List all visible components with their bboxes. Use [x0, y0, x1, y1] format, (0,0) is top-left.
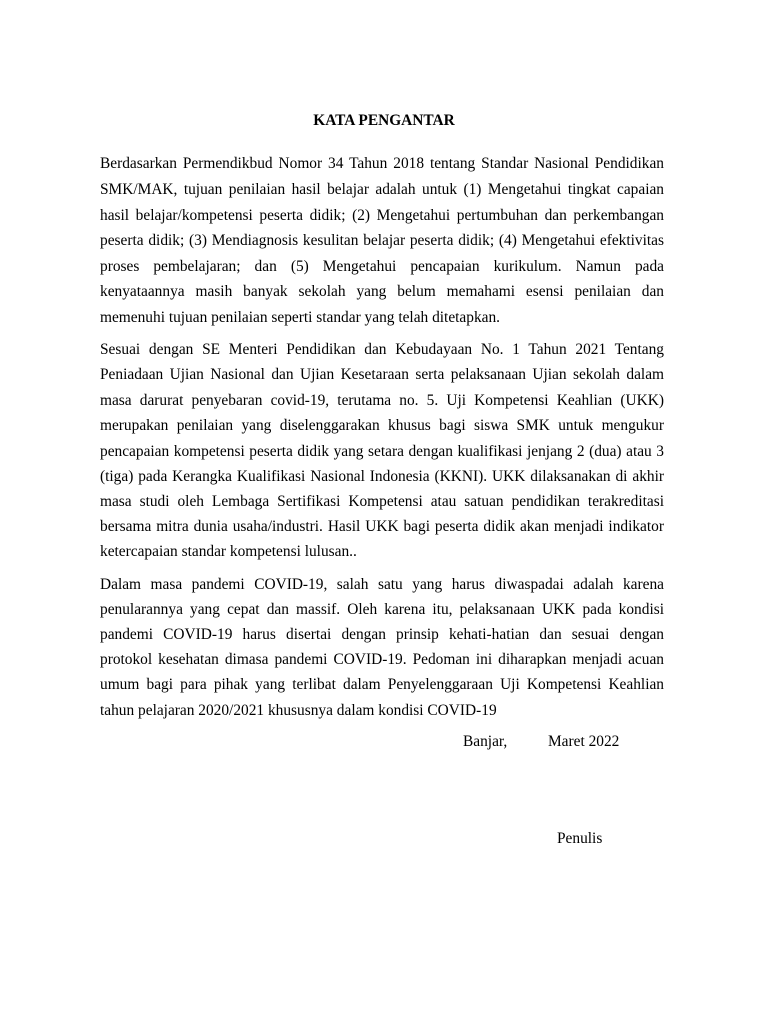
text-line: umum bagi para pihak yang terlibat dalam Penyelenggaraan Uji Kompetensi Keahlian: [100, 676, 664, 693]
author-label: Penulis: [557, 830, 603, 847]
text-line: masa darurat penyebaran covid-19, terutama no. 5. Uji Kompetensi Keahlian (UKK): [100, 392, 664, 409]
text-line: (tiga) pada Kerangka Kualifikasi Nasional Indonesia (KKNI). UKK dilaksanakan di akhir: [100, 468, 664, 485]
text-line: bersama mitra dunia usaha/industri. Hasil UKK bagi peserta didik akan menjadi indikator: [100, 518, 664, 535]
text-line: SMK/MAK, tujuan penilaian hasil belajar adalah untuk (1) Mengetahui tingkat capaian: [100, 181, 664, 198]
text-line: hasil belajar/kompetensi peserta didik; (2) Mengetahui pertumbuhan dan perkembangan: [100, 207, 664, 224]
text-line: Sesuai dengan SE Menteri Pendidikan dan Kebudayaan No. 1 Tahun 2021 Tentang: [100, 341, 664, 358]
text-line: merupakan penilaian yang diselenggarakan khusus bagi siswa SMK untuk mengukur: [100, 417, 664, 434]
signature-place: Banjar,: [463, 733, 508, 750]
text-line: Dalam masa pandemi COVID-19, salah satu yang harus diwaspadai adalah karena: [100, 576, 664, 593]
text-line: kenyataannya masih banyak sekolah yang belum memahami esensi penilaian dan: [100, 283, 664, 300]
signature-date: Maret 2022: [548, 733, 620, 750]
text-line: ketercapaian standar kompetensi lulusan..: [100, 543, 357, 560]
text-line: masa studi oleh Lembaga Sertifikasi Kompetensi atau satuan pendidikan terakreditasi: [100, 493, 664, 510]
text-line: memenuhi tujuan penilaian seperti standar yang telah ditetapkan.: [100, 309, 501, 326]
text-line: protokol kesehatan dimasa pandemi COVID-19. Pedoman ini diharapkan menjadi acuan: [100, 651, 664, 668]
text-line: Peniadaan Ujian Nasional dan Ujian Kesetaraan serta pelaksanaan Ujian sekolah dalam: [100, 366, 664, 383]
text-line: pandemi COVID-19 harus disertai dengan prinsip kehati-hatian dan sesuai dengan: [100, 626, 664, 643]
text-line: proses pembelajaran; dan (5) Mengetahui pencapaian kurikulum. Namun pada: [100, 258, 664, 275]
page-title: KATA PENGANTAR: [313, 112, 455, 129]
text-line: tahun pelajaran 2020/2021 khususnya dalam kondisi COVID-19: [100, 702, 497, 719]
text-line: pencapaian kompetensi peserta didik yang setara dengan kualifikasi jenjang 2 (dua) atau 3: [100, 443, 664, 460]
text-line: peserta didik; (3) Mendiagnosis kesulitan belajar peserta didik; (4) Mengetahui efektivitas: [100, 232, 664, 249]
text-line: Berdasarkan Permendikbud Nomor 34 Tahun 2018 tentang Standar Nasional Pendidikan: [100, 155, 664, 172]
text-line: penularannya yang cepat dan massif. Oleh karena itu, pelaksanaan UKK pada kondisi: [100, 601, 664, 618]
